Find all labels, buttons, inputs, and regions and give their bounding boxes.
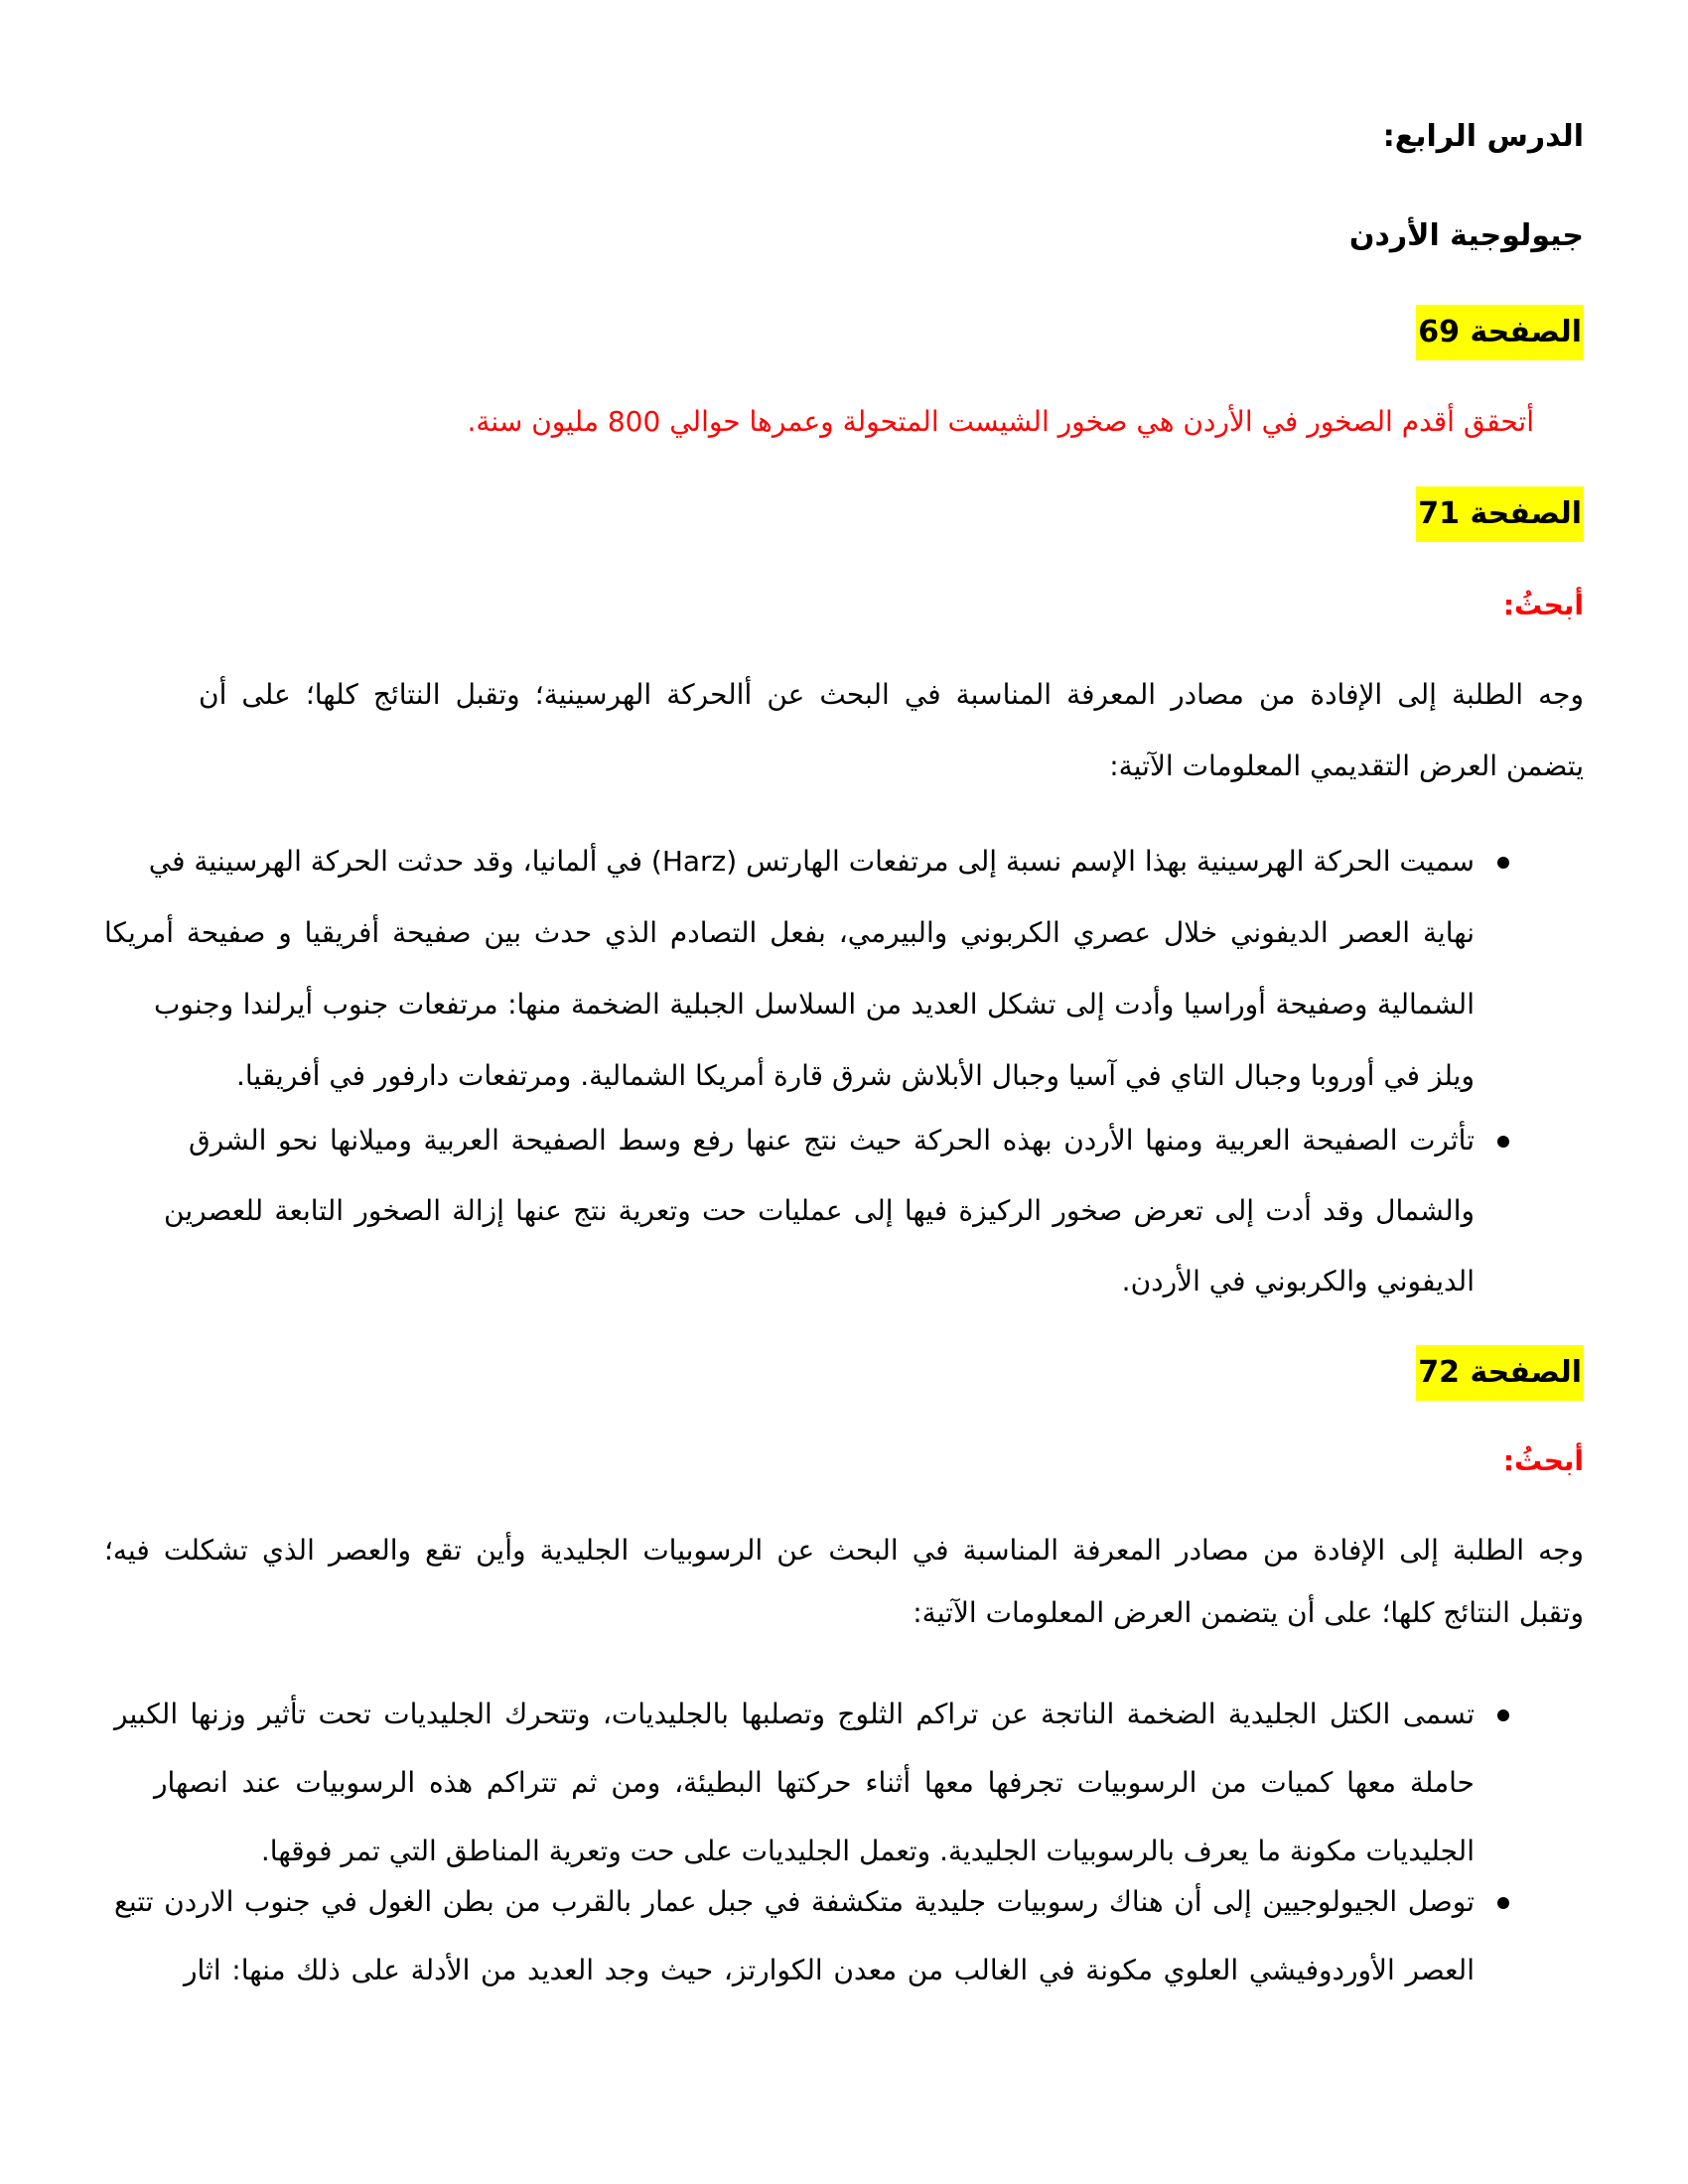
bullet-71-1-line-2: نهاية العصر الديفوني خلال عصري الكربوني والبيرمي، بفعل التصادم الذي حدث بين صفيحة أفريقيا و صفيحة أمريكا [104, 916, 1475, 949]
bullet-72-1-line-2: حاملة معها كميات من الرسوبيات تجرفها معها أثناء حركتها البطيئة، ومن ثم تتراكم هذه الرسوبيات عند انصهار [154, 1766, 1475, 1799]
bullet-71-2-line-2: والشمال وقد أدت إلى تعرض صخور الركيزة فيها إلى عمليات حت وتعرية نتج عنها إزالة الصخور التابعة للعصرين [164, 1194, 1475, 1227]
research-label-72: أبحثُ: [1502, 1444, 1584, 1477]
intro-71-line-1: وجه الطلبة إلى الإفادة من مصادر المعرفة المناسبة في البحث عن أالحركة الهرسينية؛ وتقبل النتائج كلها؛ على أن [199, 678, 1584, 711]
bullet-72-2-line-1: توصل الجيولوجيين إلى أن هناك رسوبيات جليدية متكشفة في جبل عمار بالقرب من بطن الغول في جنوب الاردن تتبع [114, 1885, 1475, 1918]
bullet-71-1-line-4: ويلز في أوروبا وجبال التاي في آسيا وجبال الأبلاش شرق قارة أمريكا الشمالية. ومرتفعات دارفور في أفريقيا. [235, 1059, 1475, 1092]
intro-72-line-1: وجه الطلبة إلى الإفادة من مصادر المعرفة المناسبة في البحث عن الرسوبيات الجليدية وأين تقع والعصر الذي تشكلت فيه؛ [104, 1534, 1584, 1567]
bullet-71-2 [1497, 1136, 1509, 1148]
bullet-72-1 [1497, 1709, 1509, 1721]
bullet-71-2-line-3: الديفوني والكربوني في الأردن. [1121, 1265, 1475, 1297]
bullet-72-1-line-3: الجليديات مكونة ما يعرف بالرسوبيات الجليدية. وتعمل الجليديات على حت وتعرية المناطق التي تمر فوقها. [260, 1835, 1475, 1867]
bullet-72-2-line-2: العصر الأوردوفيشي العلوي مكونة في الغالب من معدن الكوارتز، حيث وجد العديد من الأدلة على ذلك منها: اثار [184, 1954, 1475, 1986]
bullet-71-1-line-1: سميت الحركة الهرسينية بهذا الإسم نسبة إلى مرتفعات الهارتس (Harz) في ألمانيا، وقد حدثت الحركة الهرسينية في [148, 845, 1475, 878]
page-69-highlight: الصفحة 69 [1416, 305, 1584, 360]
page-71-highlight: الصفحة 71 [1416, 486, 1584, 542]
page-72-highlight: الصفحة 72 [1416, 1345, 1584, 1401]
page-69-heading [1416, 305, 1584, 360]
research-label-71: أبحثُ: [1502, 589, 1584, 621]
lesson-label: الدرس الرابع: [1382, 119, 1584, 154]
bullet-72-2 [1497, 1897, 1509, 1909]
bullet-72-1-line-1: تسمى الكتل الجليدية الضخمة الناتجة عن تراكم الثلوج وتصلبها بالجليديات، وتتحرك الجليديات تحت تأثير وزنها الكبير [114, 1698, 1475, 1730]
bullet-71-2-line-1: تأثرت الصفيحة العربية ومنها الأردن بهذه الحركة حيث نتج عنها رفع وسط الصفيحة العربية وميلانها نحو الشرق [189, 1124, 1475, 1157]
page-72-heading [1416, 1345, 1584, 1401]
page-71-heading [1416, 486, 1584, 542]
intro-71-line-2: يتضمن العرض التقديمي المعلومات الآتية: [1109, 750, 1584, 782]
verify-line: أتحقق أقدم الصخور في الأردن هي صخور الشيست المتحولة وعمرها حوالي 800 مليون سنة. [467, 405, 1534, 438]
lesson-title: جيولوجية الأردن [1348, 218, 1584, 253]
bullet-71-1 [1497, 857, 1509, 869]
bullet-71-1-line-3: الشمالية وصفيحة أوراسيا وأدت إلى تشكل العديد من السلاسل الجبلية الضخمة منها: مرتفعات جنوب أيرلندا وجنوب [154, 988, 1475, 1021]
intro-72-line-2: وتقبل النتائج كلها؛ على أن يتضمن العرض المعلومات الآتية: [913, 1596, 1584, 1629]
